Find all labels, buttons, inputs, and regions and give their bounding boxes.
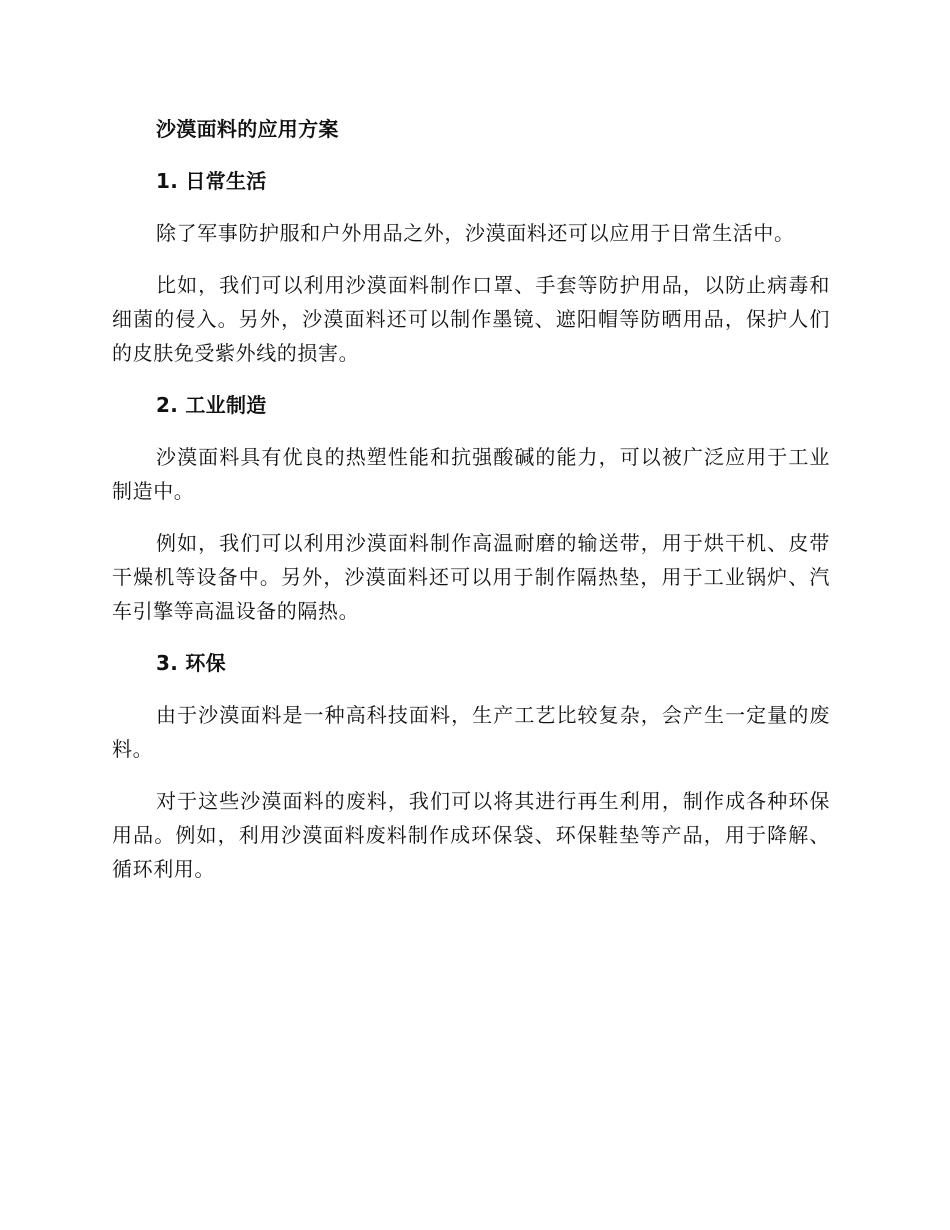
section-heading-daily-life: 1. 日常生活	[156, 169, 267, 193]
section-heading-environmental: 3. 环保	[156, 651, 226, 675]
paragraph: 例如，我们可以利用沙漠面料制作高温耐磨的输送带，用于烘干机、皮带干燥机等设备中。另外，沙漠面料还可以用于制作隔热垫，用于工业锅炉、汽车引擎等高温设备的隔热。	[112, 531, 830, 623]
paragraph: 除了军事防护服和户外用品之外，沙漠面料还可以应用于日常生活中。	[156, 221, 795, 245]
paragraph: 对于这些沙漠面料的废料，我们可以将其进行再生利用，制作成各种环保用品。例如，利用沙漠面料废料制作成环保袋、环保鞋垫等产品，用于降解、循环利用。	[112, 789, 830, 881]
paragraph: 比如，我们可以利用沙漠面料制作口罩、手套等防护用品，以防止病毒和细菌的侵入。另外，沙漠面料还可以制作墨镜、遮阳帽等防晒用品，保护人们的皮肤免受紫外线的损害。	[112, 273, 830, 365]
section-heading-industrial-manufacturing: 2. 工业制造	[156, 393, 267, 417]
paragraph: 沙漠面料具有优良的热塑性能和抗强酸碱的能力，可以被广泛应用于工业制造中。	[112, 445, 830, 503]
document-title: 沙漠面料的应用方案	[156, 117, 339, 141]
paragraph: 由于沙漠面料是一种高科技面料，生产工艺比较复杂，会产生一定量的废料。	[112, 703, 830, 761]
